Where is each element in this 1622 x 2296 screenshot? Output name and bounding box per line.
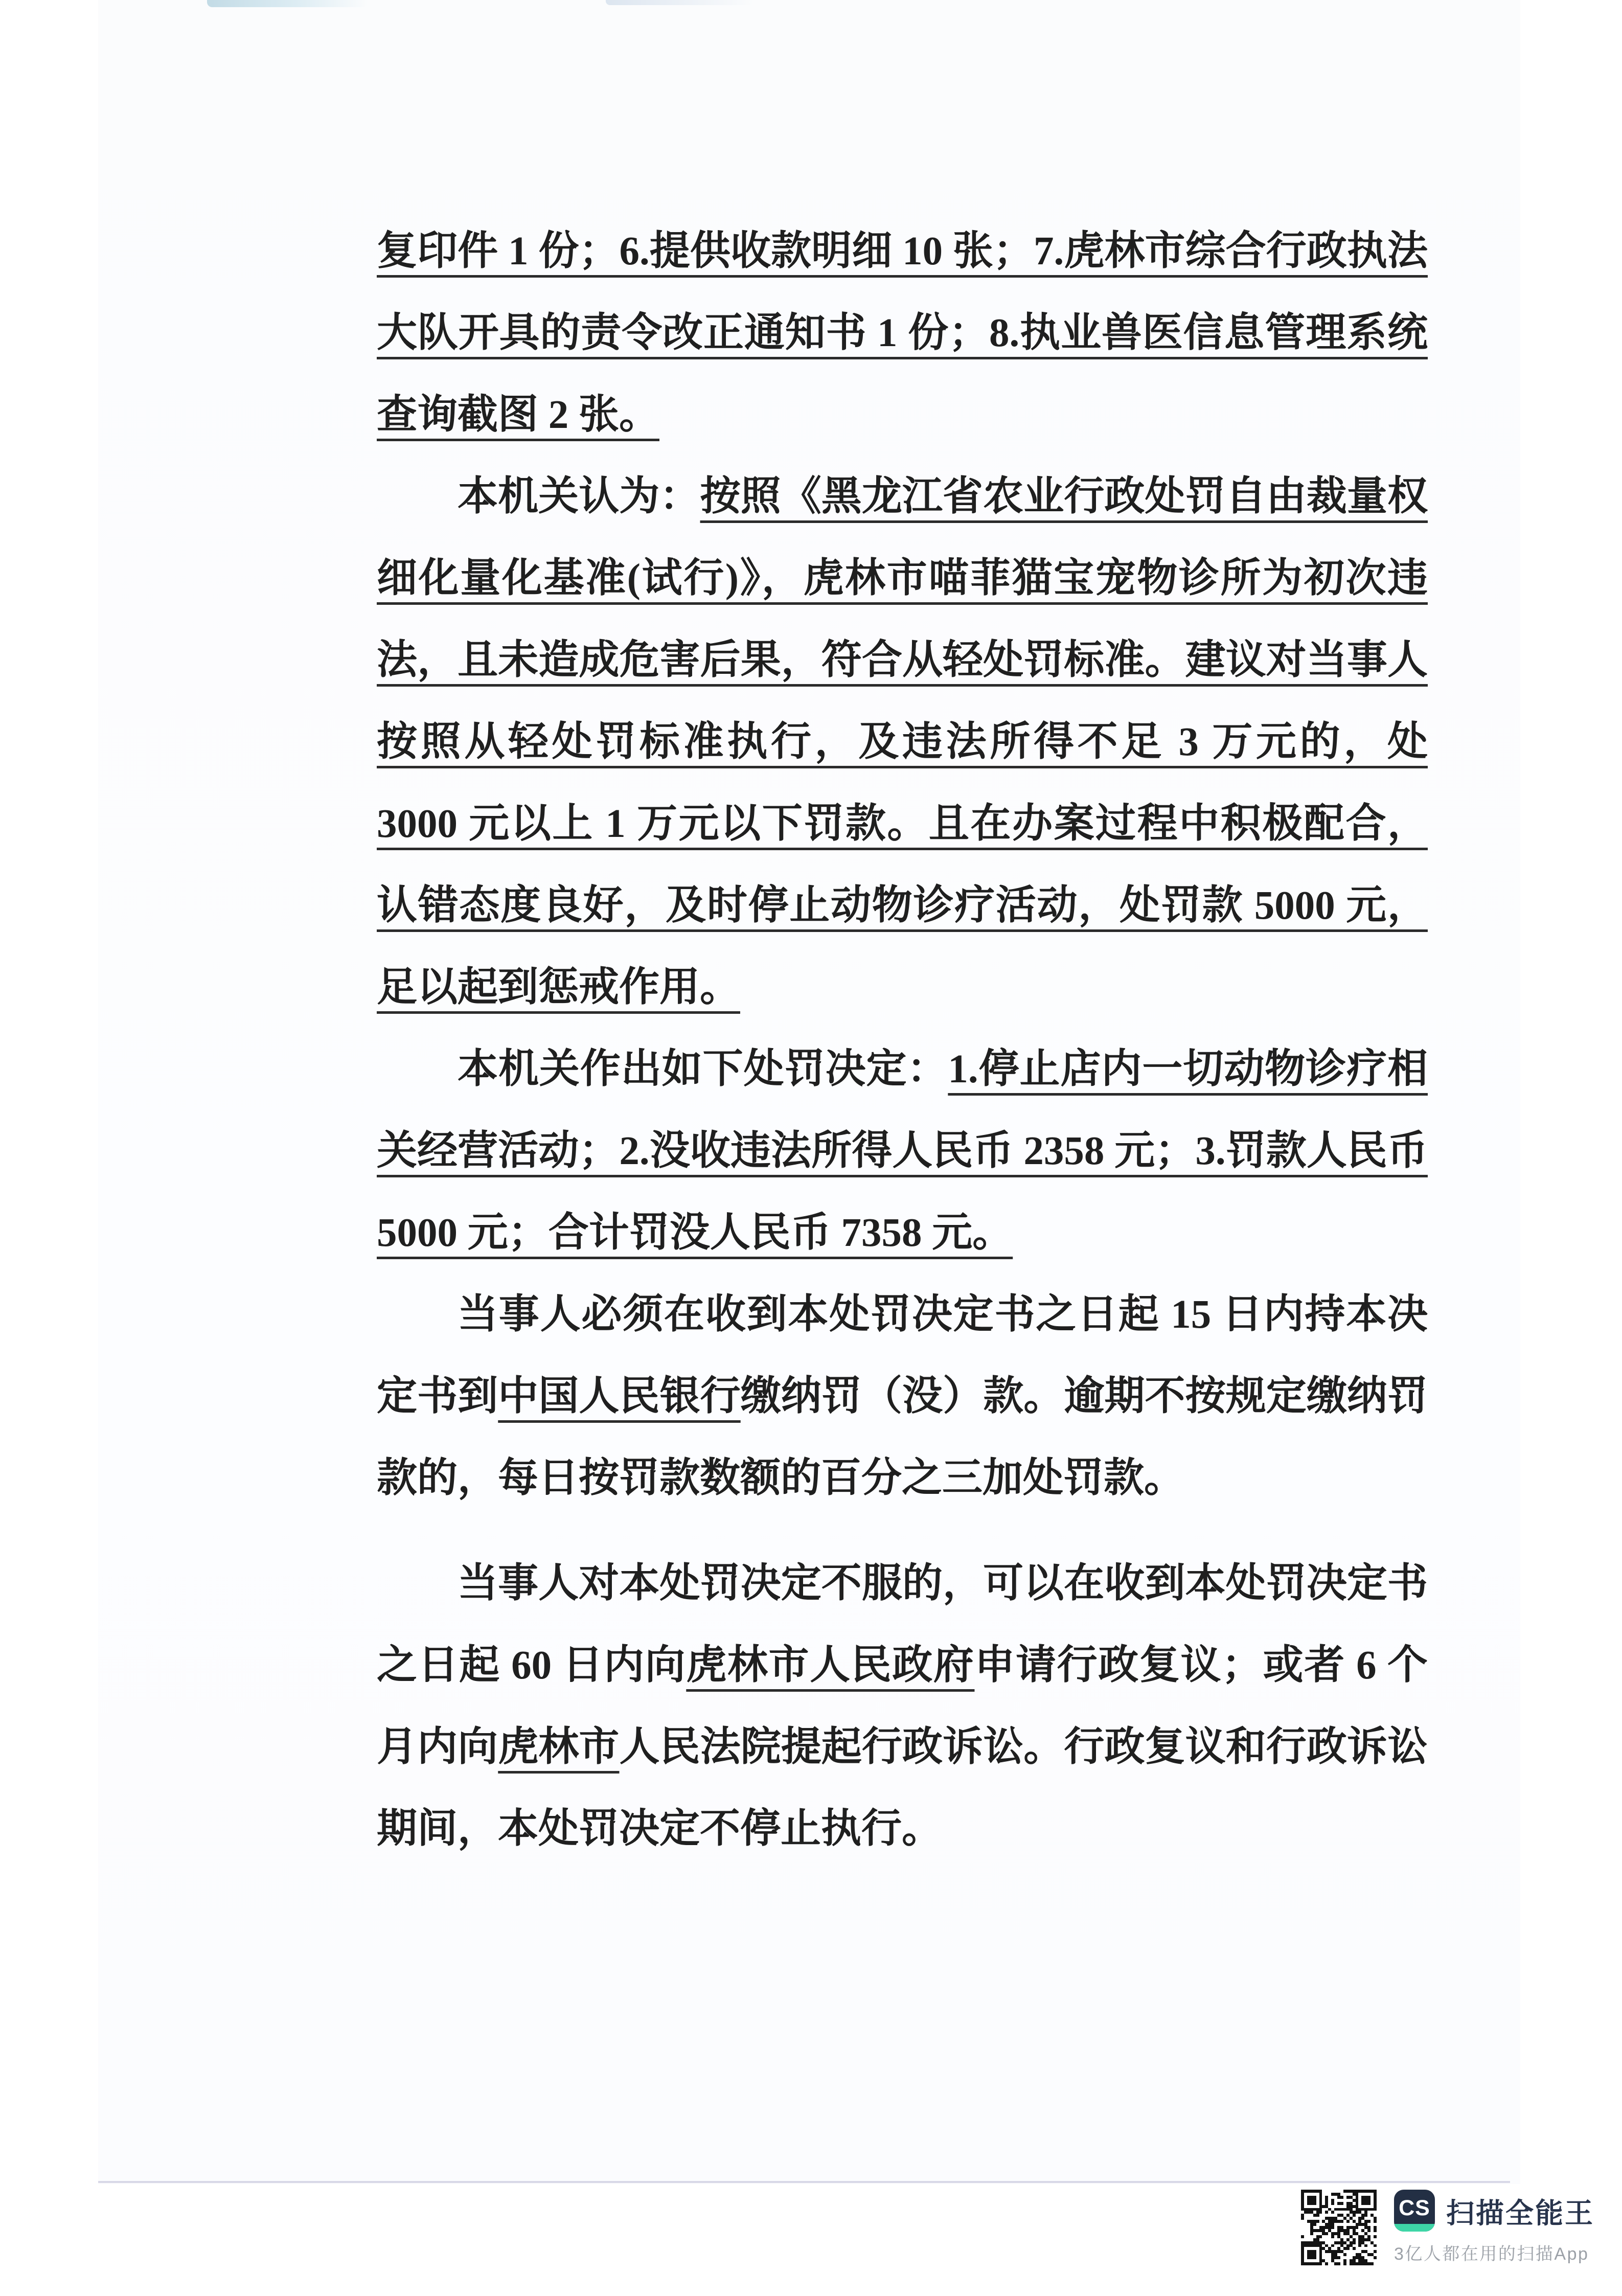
camscanner-icon-accent-band	[1394, 2224, 1435, 2232]
camscanner-footer	[1301, 2190, 1594, 2265]
page-bottom-edge	[98, 2181, 1510, 2183]
penalty-decision-items: 1.停止店内一切动物诊疗相关经营活动；2.没收违法所得人民币 2358 元；3.罚款人民币 5000 元；合计罚没人民币 7358 元。	[377, 1047, 1428, 1255]
scan-artifact-smudge	[207, 0, 368, 7]
camscanner-icon-label: CS	[1399, 2195, 1430, 2220]
penalty-decision-lead: 本机关作出如下处罚决定：	[458, 1047, 948, 1092]
court-city-name: 虎林市	[498, 1725, 620, 1769]
authority-opinion-lead: 本机关认为：	[458, 474, 700, 519]
payment-instruction-paragraph	[377, 1274, 1428, 1519]
evidence-list-paragraph	[377, 211, 1428, 456]
camscanner-app-icon	[1394, 2190, 1435, 2232]
bank-name: 中国人民银行	[498, 1374, 741, 1419]
camscanner-brand	[1394, 2190, 1594, 2265]
camscanner-tagline: 3亿人都在用的扫描App	[1394, 2244, 1589, 2264]
payment-instruction-text-1: 当事人必须在收到本处罚决定书之日起 15 日内持本决定书到	[377, 1292, 1428, 1419]
appeal-rights-paragraph	[377, 1543, 1428, 1870]
payment-instruction-text-2: 缴纳罚（没）款。逾期不按规定缴纳罚款的，每日按罚款数额的百分之三加处罚款。	[377, 1374, 1428, 1501]
appeal-rights-text-2: 申请行政复议；或者 6 个月内向	[377, 1643, 1428, 1769]
authority-opinion-text: 按照《黑龙江省农业行政处罚自由裁量权细化量化基准(试行)》，虎林市喵菲猫宝宠物诊所为初次违法，且未造成危害后果，符合从轻处罚标准。建议对当事人按照从轻处罚标准执行，及违法所得不足 3 万元的，处 3000 元以上 1 万元以下罚款。且在办案过程中积极配合，认错态度良好，及时停止动物诊疗活动，处罚款 5000 元，足以起到惩戒作用。	[377, 474, 1428, 1010]
appeal-rights-text-1: 当事人对本处罚决定不服的，可以在收到本处罚决定书之日起 60 日内向	[377, 1561, 1428, 1688]
appeal-rights-text-3: 人民法院提起行政诉讼。行政复议和行政诉讼期间，本处罚决定不停止执行。	[377, 1725, 1428, 1851]
scanned-page	[98, 0, 1520, 2184]
qr-code	[1301, 2190, 1377, 2265]
review-authority-name: 虎林市人民政府	[686, 1643, 975, 1688]
document-body	[377, 211, 1428, 1870]
camscanner-app-name: 扫描全能王	[1446, 2197, 1595, 2229]
penalty-decision-paragraph	[377, 1029, 1428, 1274]
authority-opinion-paragraph	[377, 456, 1428, 1029]
evidence-list-text: 复印件 1 份；6.提供收款明细 10 张；7.虎林市综合行政执法大队开具的责令改正通知书 1 份；8.执业兽医信息管理系统查询截图 2 张。	[377, 229, 1428, 437]
scan-artifact-smudge	[606, 0, 754, 5]
